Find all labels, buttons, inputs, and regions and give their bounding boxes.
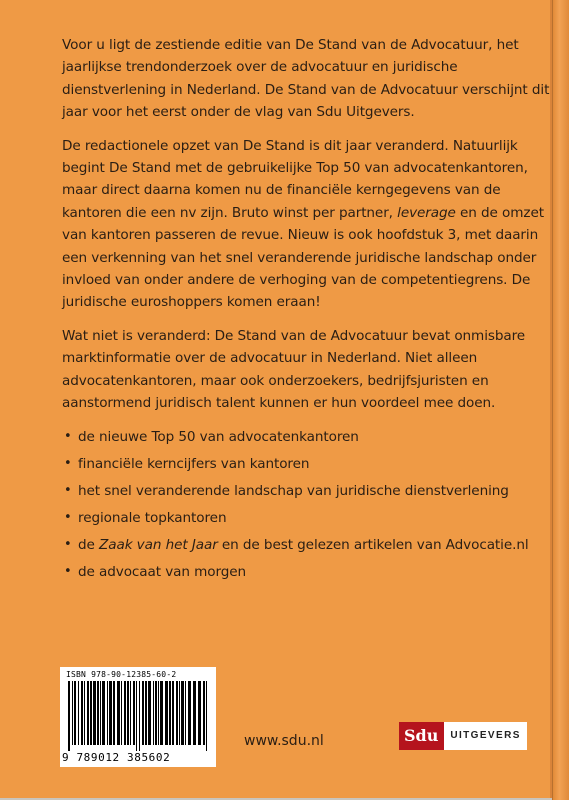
barcode-bar: [198, 681, 201, 745]
barcode-bar: [130, 681, 131, 745]
barcode-bar: [169, 681, 171, 745]
barcode-bar: [185, 681, 186, 745]
barcode-bar: [100, 681, 101, 745]
barcode-bar: [139, 681, 140, 751]
bullet-icon: •: [64, 509, 72, 525]
barcode-bar: [87, 681, 89, 745]
barcode-bar: [107, 681, 108, 745]
barcode-bar: [172, 681, 174, 745]
bullet-icon: •: [64, 536, 72, 552]
isbn-barcode: [60, 667, 216, 767]
barcode-bars: [68, 681, 210, 751]
list-item: • regionale topkantoren: [62, 507, 550, 529]
barcode-bar: [176, 681, 178, 745]
barcode-bar: [97, 681, 99, 745]
bullet-icon: •: [64, 455, 72, 471]
barcode-bar: [72, 681, 73, 745]
barcode-bar: [93, 681, 96, 745]
barcode-bar: [133, 681, 135, 745]
barcode-bar: [206, 681, 207, 751]
bullet-icon: •: [64, 428, 72, 444]
barcode-bar: [109, 681, 112, 745]
barcode-bar: [158, 681, 159, 745]
logo-brand: Sdu: [399, 722, 444, 750]
barcode-bar: [127, 681, 129, 745]
barcode-bar: [68, 681, 70, 751]
barcode-bar: [74, 681, 76, 745]
barcode-bar: [145, 681, 147, 745]
barcode-bar: [203, 681, 205, 745]
barcode-bar: [153, 681, 154, 745]
barcode-bar: [179, 681, 180, 745]
barcode-bar: [102, 681, 105, 745]
barcode-bar: [155, 681, 157, 745]
blurb-text: [62, 34, 550, 588]
barcode-bar: [124, 681, 126, 745]
barcode-bar: [160, 681, 163, 745]
barcode-bar: [181, 681, 184, 745]
barcode-bar: [142, 681, 144, 745]
barcode-bar: [188, 681, 191, 745]
barcode-bar: [193, 681, 196, 745]
barcode-bar: [165, 681, 168, 745]
barcode-bar: [81, 681, 83, 745]
paragraph-unchanged: Wat niet is veranderd: De Stand van de Advocatuur bevat onmisbare marktinformatie over de advocatuur in Nederland. Niet alleen advocatenkantoren, maar ook onderzoekers, bedrijfsjuristen en aanstormend juridisch talent kunnen er hun voordeel mee doen.: [62, 327, 526, 412]
list-item: • het snel veranderende landschap van juridische dienstverlening: [62, 480, 550, 502]
ean-digits: 9 789012 385602: [62, 751, 171, 764]
logo-subtitle: UITGEVERS: [444, 722, 526, 750]
bullet-icon: •: [64, 563, 72, 579]
list-item: • financiële kerncijfers van kantoren: [62, 453, 550, 475]
bullet-icon: •: [64, 482, 72, 498]
paragraph-changes: De redactionele opzet van De Stand is dit jaar veranderd. Natuurlijk begint De Stand met de gebruikelijke Top 50 van advocatenkantoren, maar direct daarna komen nu de financiële kerngegevens van de kantoren die een nv zijn. Bruto winst per partner, leverage en de omzet van kantoren passeren de revue. Nieuw is ook hoofdstuk 3, met daarin een verkenning van het snel veranderende juridische landschap onder invloed van onder andere de verhoging van de competentiegrens. De juridische euroshoppers komen eraan!: [62, 137, 544, 311]
bullet-list: [62, 426, 550, 583]
list-item: • de nieuwe Top 50 van advocatenkantoren: [62, 426, 550, 448]
website-link[interactable]: www.sdu.nl: [244, 733, 324, 749]
list-item: • de advocaat van morgen: [62, 561, 550, 583]
barcode-bar: [113, 681, 115, 745]
publisher-logo: [399, 722, 527, 750]
barcode-bar: [84, 681, 85, 745]
barcode-bar: [121, 681, 122, 745]
barcode-bar: [90, 681, 92, 745]
book-spine: [552, 0, 569, 800]
barcode-bar: [136, 681, 137, 751]
barcode-bar: [78, 681, 79, 745]
list-item: • de Zaak van het Jaar en de best gelezen artikelen van Advocatie.nl: [62, 534, 550, 556]
barcode-bar: [148, 681, 151, 745]
paragraph-intro: Voor u ligt de zestiende editie van De Stand van de Advocatuur, het jaarlijkse trendonderzoek over de advocatuur en juridische dienstverlening in Nederland. De Stand van de Advocatuur verschijnt dit jaar voor het eerst onder de vlag van Sdu Uitgevers.: [62, 37, 550, 121]
isbn-number: ISBN 978-90-12385-60-2: [66, 670, 177, 679]
barcode-bar: [117, 681, 120, 745]
